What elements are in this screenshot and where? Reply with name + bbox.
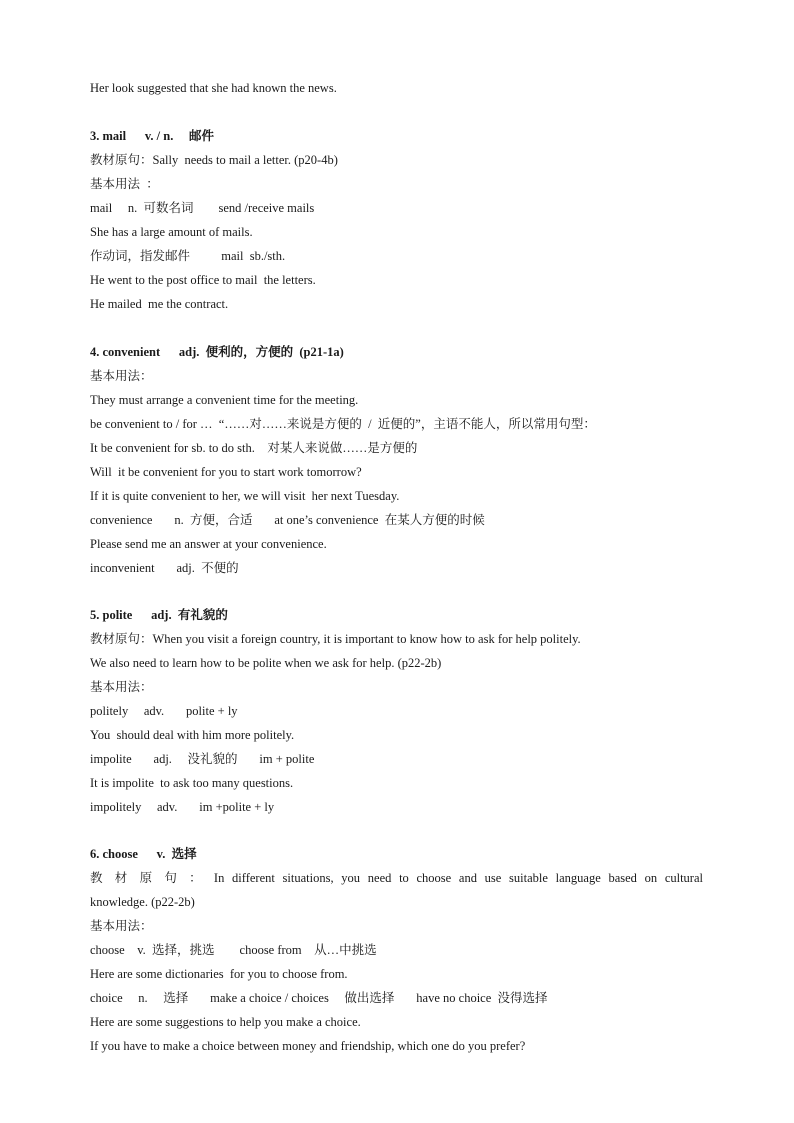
example-sentence: Here are some dictionaries for you to choose from. [90,967,348,981]
textbook-sentence: knowledge. (p22-2b) [90,895,195,909]
example-sentence: Here are some suggestions to help you make a choice. [90,1015,361,1029]
usage-line: convenience n. 方便，合适 at one’s convenience 在某人方便的时候 [90,513,485,527]
usage-label: 基本用法： [90,919,153,933]
usage-label: 基本用法 ： [90,177,159,191]
example-sentence: They must arrange a convenient time for the meeting. [90,393,359,407]
usage-line: choose v. 选择，挑选 choose from 从…中挑选 [90,943,377,957]
usage-label: 基本用法： [90,369,153,383]
example-sentence: If you have to make a choice between money and friendship, which one do you prefer? [90,1039,526,1053]
usage-line: impolitely adv. im +polite + ly [90,800,275,814]
textbook-sentence: 教材原句：When you visit a foreign country, it is important to know how to ask for help politely. [90,632,581,646]
section-heading-choose: 6. choose v. 选择 [90,847,197,861]
example-sentence: If it is quite convenient to her, we will visit her next Tuesday. [90,489,400,503]
usage-line: 作动词，指发邮件 mail sb./sth. [90,249,286,263]
textbook-sentence: 教材原句：Sally needs to mail a letter. (p20-4b) [90,153,338,167]
example-sentence: Please send me an answer at your convenience. [90,537,327,551]
usage-line: It be convenient for sb. to do sth. 对某人来说做……是方便的 [90,441,418,455]
section-heading-polite: 5. polite adj. 有礼貌的 [90,608,228,622]
example-sentence: Her look suggested that she had known the news. [90,81,337,95]
usage-line: be convenient to / for … “……对……来说是方便的 / 近便的”，主语不能人，所以常用句型： [90,417,596,431]
example-sentence: You should deal with him more politely. [90,728,295,742]
example-sentence: Will it be convenient for you to start work tomorrow? [90,465,362,479]
example-sentence: It is impolite to ask too many questions. [90,776,294,790]
usage-label: 基本用法： [90,680,153,694]
usage-line: inconvenient adj. 不便的 [90,561,239,575]
section-heading-mail: 3. mail v. / n. 邮件 [90,129,214,143]
example-sentence: He mailed me the contract. [90,297,229,311]
example-sentence: She has a large amount of mails. [90,225,253,239]
textbook-sentence: 教 材 原 句 ： In different situations, you need to choose and use suitable language based on cultural [90,871,703,885]
usage-line: politely adv. polite + ly [90,704,238,718]
usage-line: choice n. 选择 make a choice / choices 做出选择 have no choice 没得选择 [90,991,548,1005]
usage-line: mail n. 可数名词 send /receive mails [90,201,315,215]
textbook-sentence: We also need to learn how to be polite when we ask for help. (p22-2b) [90,656,442,670]
section-heading-convenient: 4. convenient adj. 便利的，方便的 (p21-1a) [90,345,344,359]
example-sentence: He went to the post office to mail the letters. [90,273,316,287]
usage-line: impolite adj. 没礼貌的 im + polite [90,752,315,766]
